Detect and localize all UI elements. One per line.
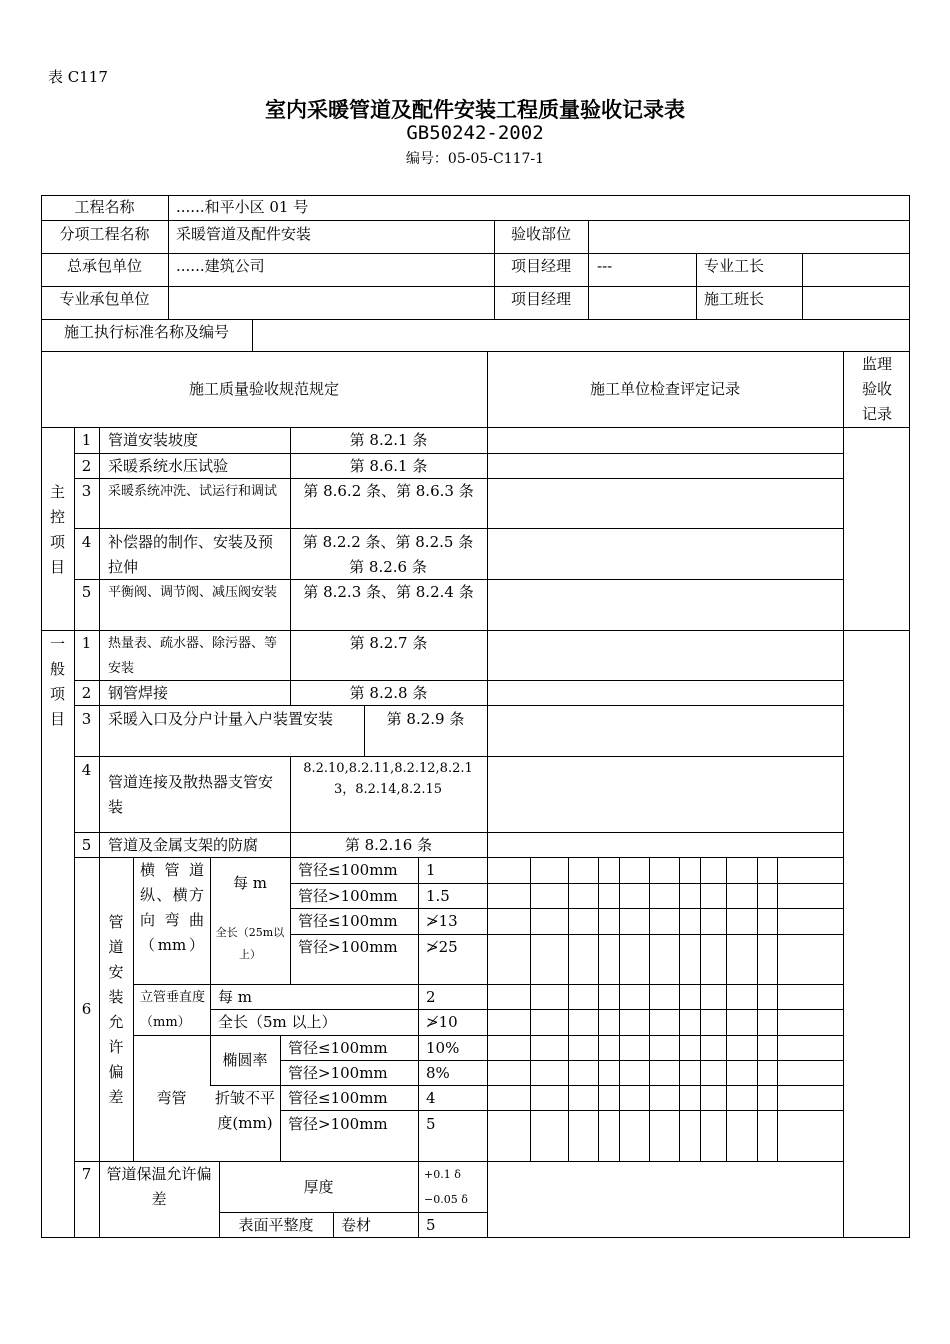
cond-label: 管径≤100mm — [298, 861, 398, 879]
gen-item-clause: 8.2.10,8.2.11,8.2.12,8.2.13，8.2.14,8.2.15 — [303, 761, 473, 797]
foreman-label: 专业工长 — [704, 257, 765, 275]
allowed-value: ≯25 — [426, 938, 458, 956]
gen-item-clause: 第 8.2.9 条 — [386, 710, 465, 728]
mc-item-no: 4 — [81, 533, 92, 551]
mc-item-no: 3 — [81, 482, 92, 500]
thickness-value: +0.1 δ −0.05 δ — [424, 1168, 468, 1206]
cond-label: 管径≤100mm — [298, 912, 398, 930]
mc-item-no: 5 — [81, 583, 92, 601]
spec-column-header: 施工质量验收规范规定 — [188, 380, 339, 398]
allowed-value: 10% — [426, 1039, 460, 1057]
mc-item-name: 补偿器的制作、安装及预拉伸 — [108, 533, 274, 576]
supervisor-column-header: 监理验收记录 — [861, 355, 892, 423]
cond-label: 管径≤100mm — [288, 1089, 388, 1107]
item6-label: 管道安装允许偏差 — [108, 913, 124, 1106]
standard-label: 施工执行标准名称及编号 — [63, 323, 229, 341]
subproject-label: 分项工程名称 — [59, 225, 150, 243]
ovality-label: 椭圆率 — [222, 1051, 268, 1069]
team-leader-label: 施工班长 — [704, 290, 765, 308]
gen-item-name: 管道连接及散热器支管安装 — [108, 773, 274, 816]
wrinkle-label: 折皱不平度(mm) — [215, 1089, 276, 1132]
mc-item-clause: 第 8.2.1 条 — [349, 431, 428, 449]
riser-full-label: 全长（5m 以上） — [218, 1013, 337, 1031]
allowed-value: 5 — [426, 1216, 436, 1234]
mc-item-name: 采暖系统水压试验 — [108, 457, 229, 475]
acceptance-part-label: 验收部位 — [510, 225, 571, 243]
gen-item-clause: 第 8.2.16 条 — [344, 836, 433, 854]
allowed-value: 8% — [426, 1064, 450, 1082]
main-control-label: 主控项目 — [49, 483, 65, 576]
mc-item-clause: 第 8.6.1 条 — [349, 457, 428, 475]
cond-label: 管径>100mm — [298, 887, 398, 905]
allowed-value: ≯10 — [426, 1013, 458, 1031]
project-manager-value: --- — [597, 257, 613, 275]
riser-label: 立管垂直度（mm） — [140, 990, 206, 1030]
insulation-label: 管道保温允许偏差 — [106, 1165, 212, 1208]
mc-item-name: 管道安装坡度 — [108, 431, 199, 449]
gen-item-name: 钢管焊接 — [108, 684, 169, 702]
allowed-value: 4 — [426, 1089, 436, 1107]
general-contractor-label: 总承包单位 — [66, 257, 142, 275]
mc-item-clause: 第 8.2.3 条、第 8.2.4 条 — [303, 583, 474, 601]
gen-item-clause: 第 8.2.7 条 — [349, 634, 428, 652]
mc-item-clause: 第 8.6.2 条、第 8.6.3 条 — [303, 482, 474, 500]
gen-item-no: 1 — [81, 634, 92, 652]
allowed-value: 1 — [426, 861, 436, 879]
gen-item-no: 7 — [81, 1165, 92, 1183]
mc-item-name: 采暖系统冲洗、试运行和调试 — [108, 484, 278, 499]
roll-label: 卷材 — [341, 1216, 372, 1234]
gen-item-no: 3 — [81, 710, 92, 728]
riser-per-m-label: 每 m — [218, 988, 252, 1006]
project-manager2-label: 项目经理 — [510, 290, 571, 308]
allowed-value: 2 — [426, 988, 436, 1006]
gen-item-no: 4 — [81, 761, 92, 779]
general-contractor-value: ......建筑公司 — [176, 257, 265, 275]
gen-item-no: 6 — [81, 1000, 92, 1018]
mc-item-name: 平衡阀、调节阀、减压阀安装 — [108, 585, 278, 600]
bend-label: 弯管 — [156, 1089, 187, 1107]
thickness-label: 厚度 — [303, 1178, 334, 1196]
flatness-label: 表面平整度 — [238, 1216, 314, 1234]
gen-item-name: 热量表、疏水器、除污器、等安装 — [108, 636, 278, 676]
subproject-value: 采暖管道及配件安装 — [176, 225, 312, 243]
serial-number: 编号：05-05-C117-1 — [405, 151, 545, 167]
standard-code: GB50242-2002 — [406, 122, 544, 144]
mc-item-no: 1 — [81, 431, 92, 449]
allowed-value: 1.5 — [426, 887, 450, 905]
cond-label: 管径>100mm — [298, 938, 398, 956]
full-length-25-label: 全长（25m以上） — [215, 926, 285, 961]
cond-label: 管径>100mm — [288, 1115, 388, 1133]
gen-item-name: 采暖入口及分户计量入户装置安装 — [108, 710, 334, 728]
check-record-column-header: 施工单位检查评定记录 — [589, 380, 740, 398]
project-manager-label: 项目经理 — [510, 257, 571, 275]
cond-label: 管径>100mm — [288, 1064, 388, 1082]
gen-item-no: 5 — [81, 836, 92, 854]
sub-contractor-label: 专业承包单位 — [59, 290, 150, 308]
mc-item-clause: 第 8.2.2 条、第 8.2.5 条 第 8.2.6 条 — [302, 533, 474, 576]
general-label: 一般项目 — [49, 635, 65, 728]
cond-label: 管径≤100mm — [288, 1039, 388, 1057]
form-code: 表 C117 — [48, 68, 108, 86]
gen-item-clause: 第 8.2.8 条 — [349, 684, 428, 702]
allowed-value: 5 — [426, 1115, 436, 1133]
gen-item-name: 管道及金属支架的防腐 — [108, 836, 259, 854]
project-name-label: 工程名称 — [74, 198, 135, 216]
gen-item-no: 2 — [81, 684, 92, 702]
horizontal-bend-label: 横管道纵、横方向弯曲（mm） — [140, 861, 204, 954]
per-m-label: 每 m — [233, 874, 267, 892]
allowed-value: ≯13 — [426, 912, 458, 930]
page-title: 室内采暖管道及配件安装工程质量验收记录表 — [265, 98, 685, 122]
project-name-value: ......和平小区 01 号 — [176, 198, 309, 216]
mc-item-no: 2 — [81, 457, 92, 475]
